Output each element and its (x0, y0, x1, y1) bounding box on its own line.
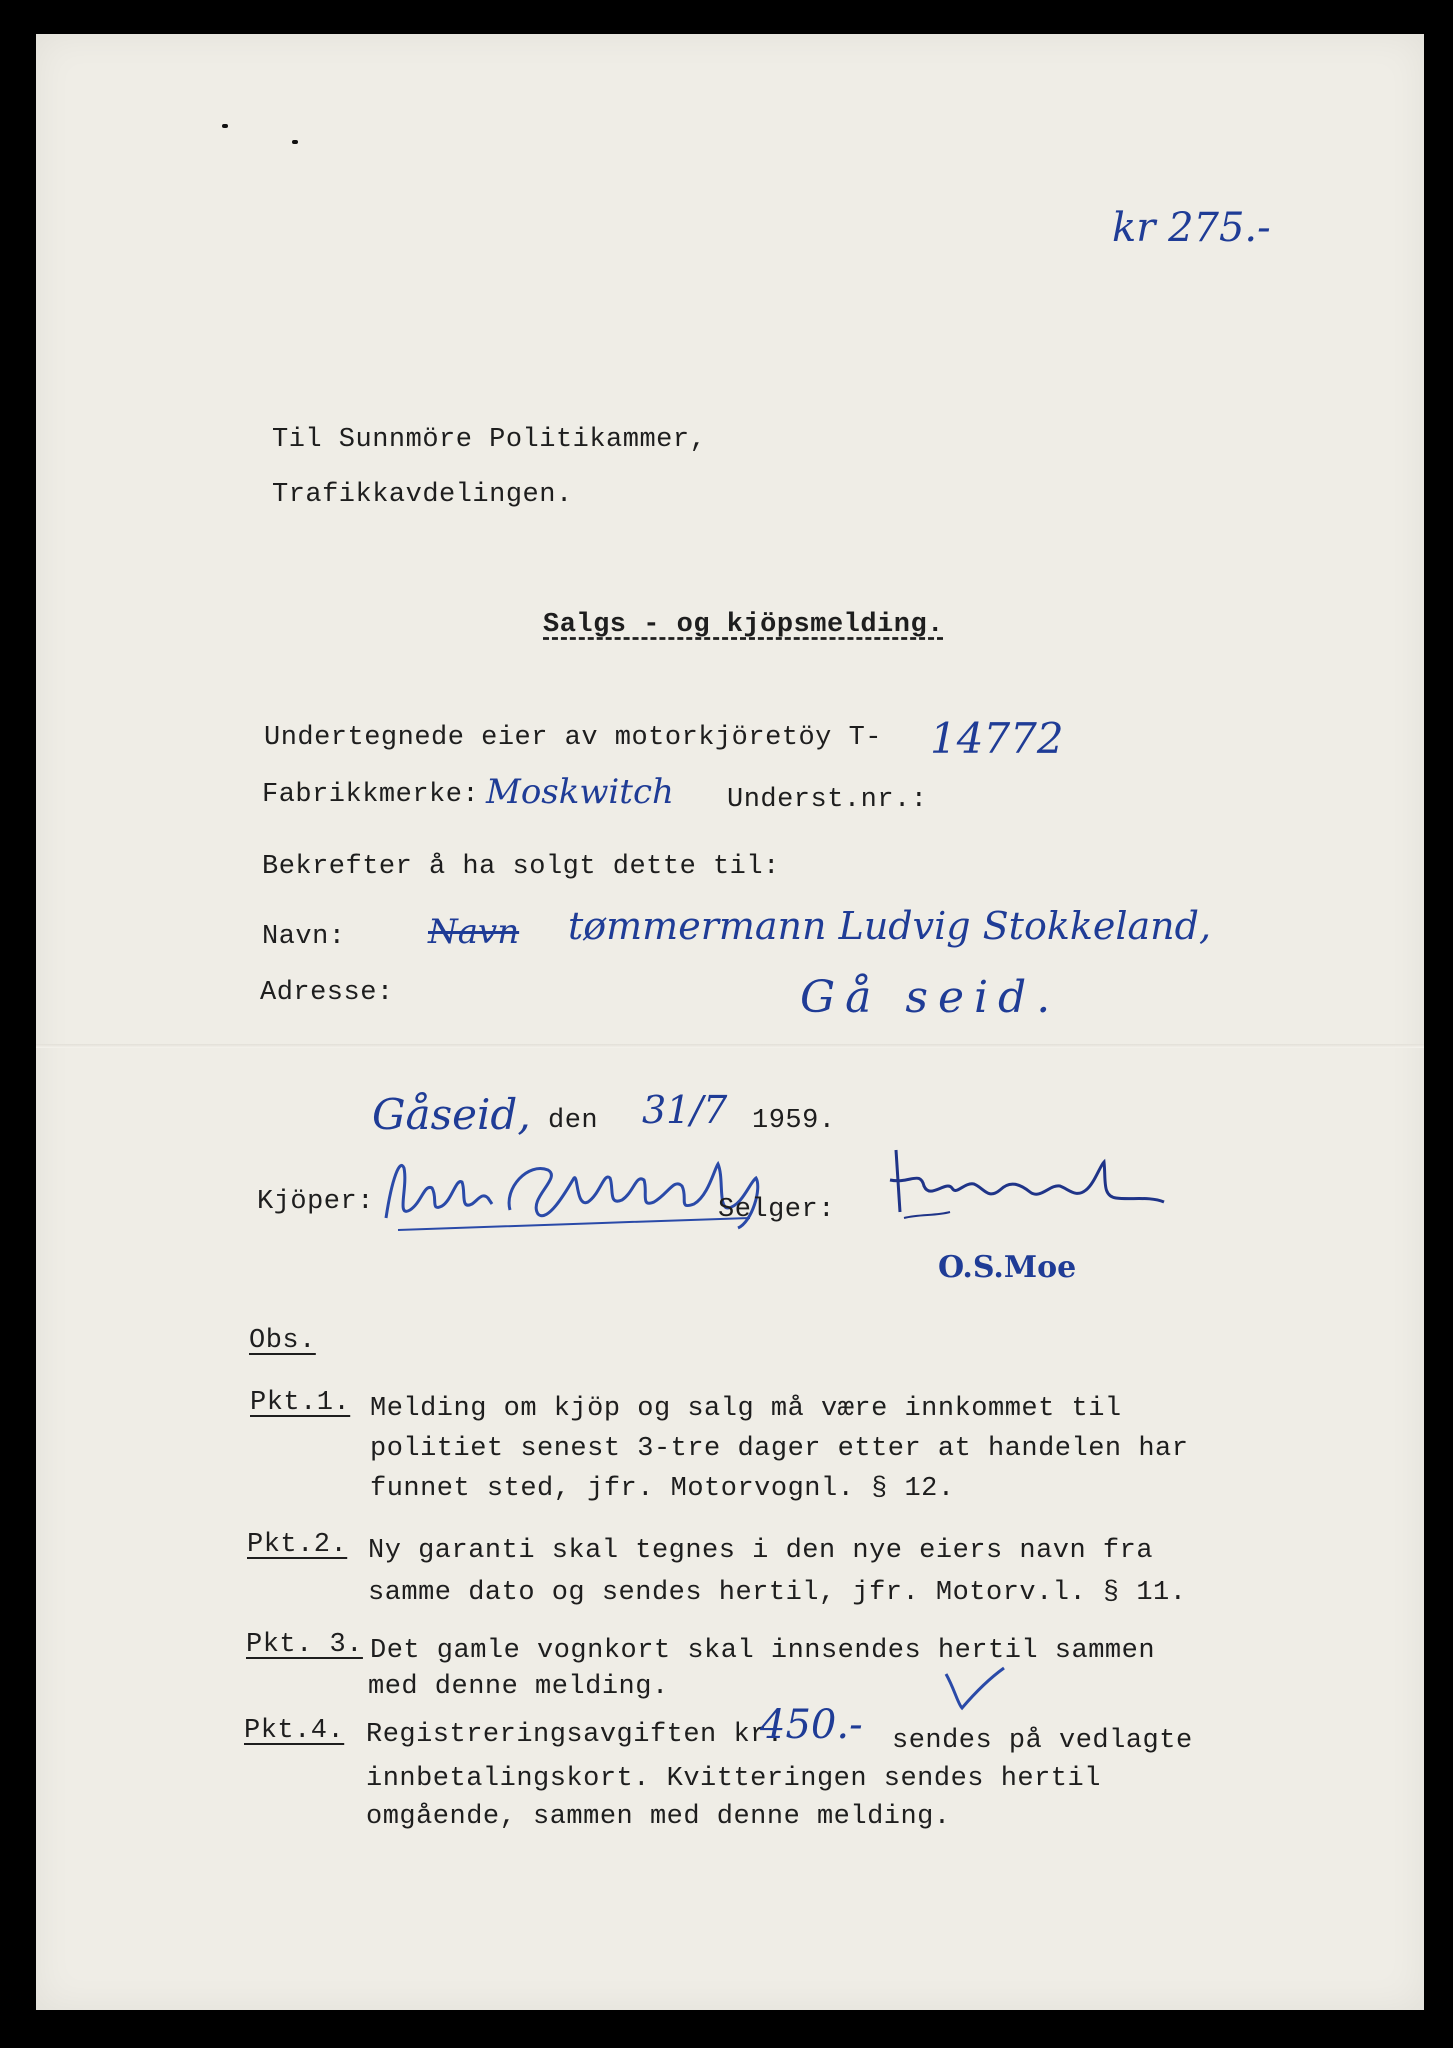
struck-text: Navn (428, 912, 520, 952)
handwritten-note: kr 275.- (1112, 205, 1271, 251)
buyer-name-label: Navn: (262, 922, 346, 952)
point-1-line: politiet senest 3-tre dager etter at handelen har (370, 1434, 1189, 1464)
seller-signature (880, 1140, 1170, 1220)
point-4-line: innbetalingskort. Kvitteringen sendes hertil (366, 1764, 1101, 1794)
point-1-label: Pkt.1. (250, 1388, 351, 1418)
page-fold (36, 1044, 1424, 1048)
make-label: Fabrikkmerke: (262, 780, 480, 810)
recipient-line-2: Trafikkavdelingen. (272, 480, 573, 510)
ink-speck (222, 124, 228, 128)
date-year: 1959. (752, 1106, 836, 1136)
owner-label: Undertegnede eier av motorkjöretöy T- (264, 723, 882, 753)
seller-name: O.S.Moe (938, 1250, 1077, 1285)
document-title: Salgs - og kjöpsmelding. (543, 610, 944, 640)
chassis-number-label: Underst.nr.: (727, 785, 928, 815)
obs-heading: Obs. (249, 1326, 316, 1356)
confirm-text: Bekrefter å ha solgt dette til: (262, 852, 780, 882)
buyer-address-label: Adresse: (260, 978, 394, 1008)
point-2-label: Pkt.2. (247, 1530, 348, 1560)
point-3-line: Det gamle vognkort skal innsendes hertil sammen (370, 1636, 1156, 1666)
point-4-line: omgående, sammen med denne melding. (366, 1802, 951, 1832)
make-value: Moskwitch (486, 772, 674, 812)
point-2-line: samme dato og sendes hertil, jfr. Motorv.l. § 11. (368, 1578, 1187, 1608)
buyer-address-value: Gå seid. (800, 972, 1061, 1023)
checkmark-icon (940, 1664, 1010, 1714)
point-1-line: Melding om kjöp og salg må være innkommet til (370, 1394, 1122, 1424)
seller-signature-label: Selger: (718, 1195, 835, 1225)
buyer-signature-label: Kjöper: (257, 1187, 374, 1217)
point-3-label: Pkt. 3. (246, 1630, 363, 1660)
buyer-name-value: tømmermann Ludvig Stokkeland, (568, 904, 1212, 948)
point-2-line: Ny garanti skal tegnes i den nye eiers navn fra (368, 1536, 1154, 1566)
point-4-line: sendes på vedlagte (892, 1726, 1193, 1756)
point-1-line: funnet sted, jfr. Motorvognl. § 12. (370, 1474, 955, 1504)
point-4-line: Registreringsavgiften kr. (366, 1720, 784, 1750)
date-den: den (548, 1106, 599, 1136)
recipient-line-1: Til Sunnmöre Politikammer, (272, 425, 707, 455)
ink-speck (292, 140, 298, 144)
registration-fee-amount: 450.- (760, 1702, 863, 1748)
date-day-month: 31/7 (642, 1088, 728, 1132)
document-page (36, 34, 1424, 2010)
point-4-label: Pkt.4. (244, 1716, 345, 1746)
date-place: Gåseid, (372, 1090, 531, 1139)
registration-number: 14772 (930, 714, 1064, 763)
point-3-line: med denne melding. (368, 1672, 669, 1702)
